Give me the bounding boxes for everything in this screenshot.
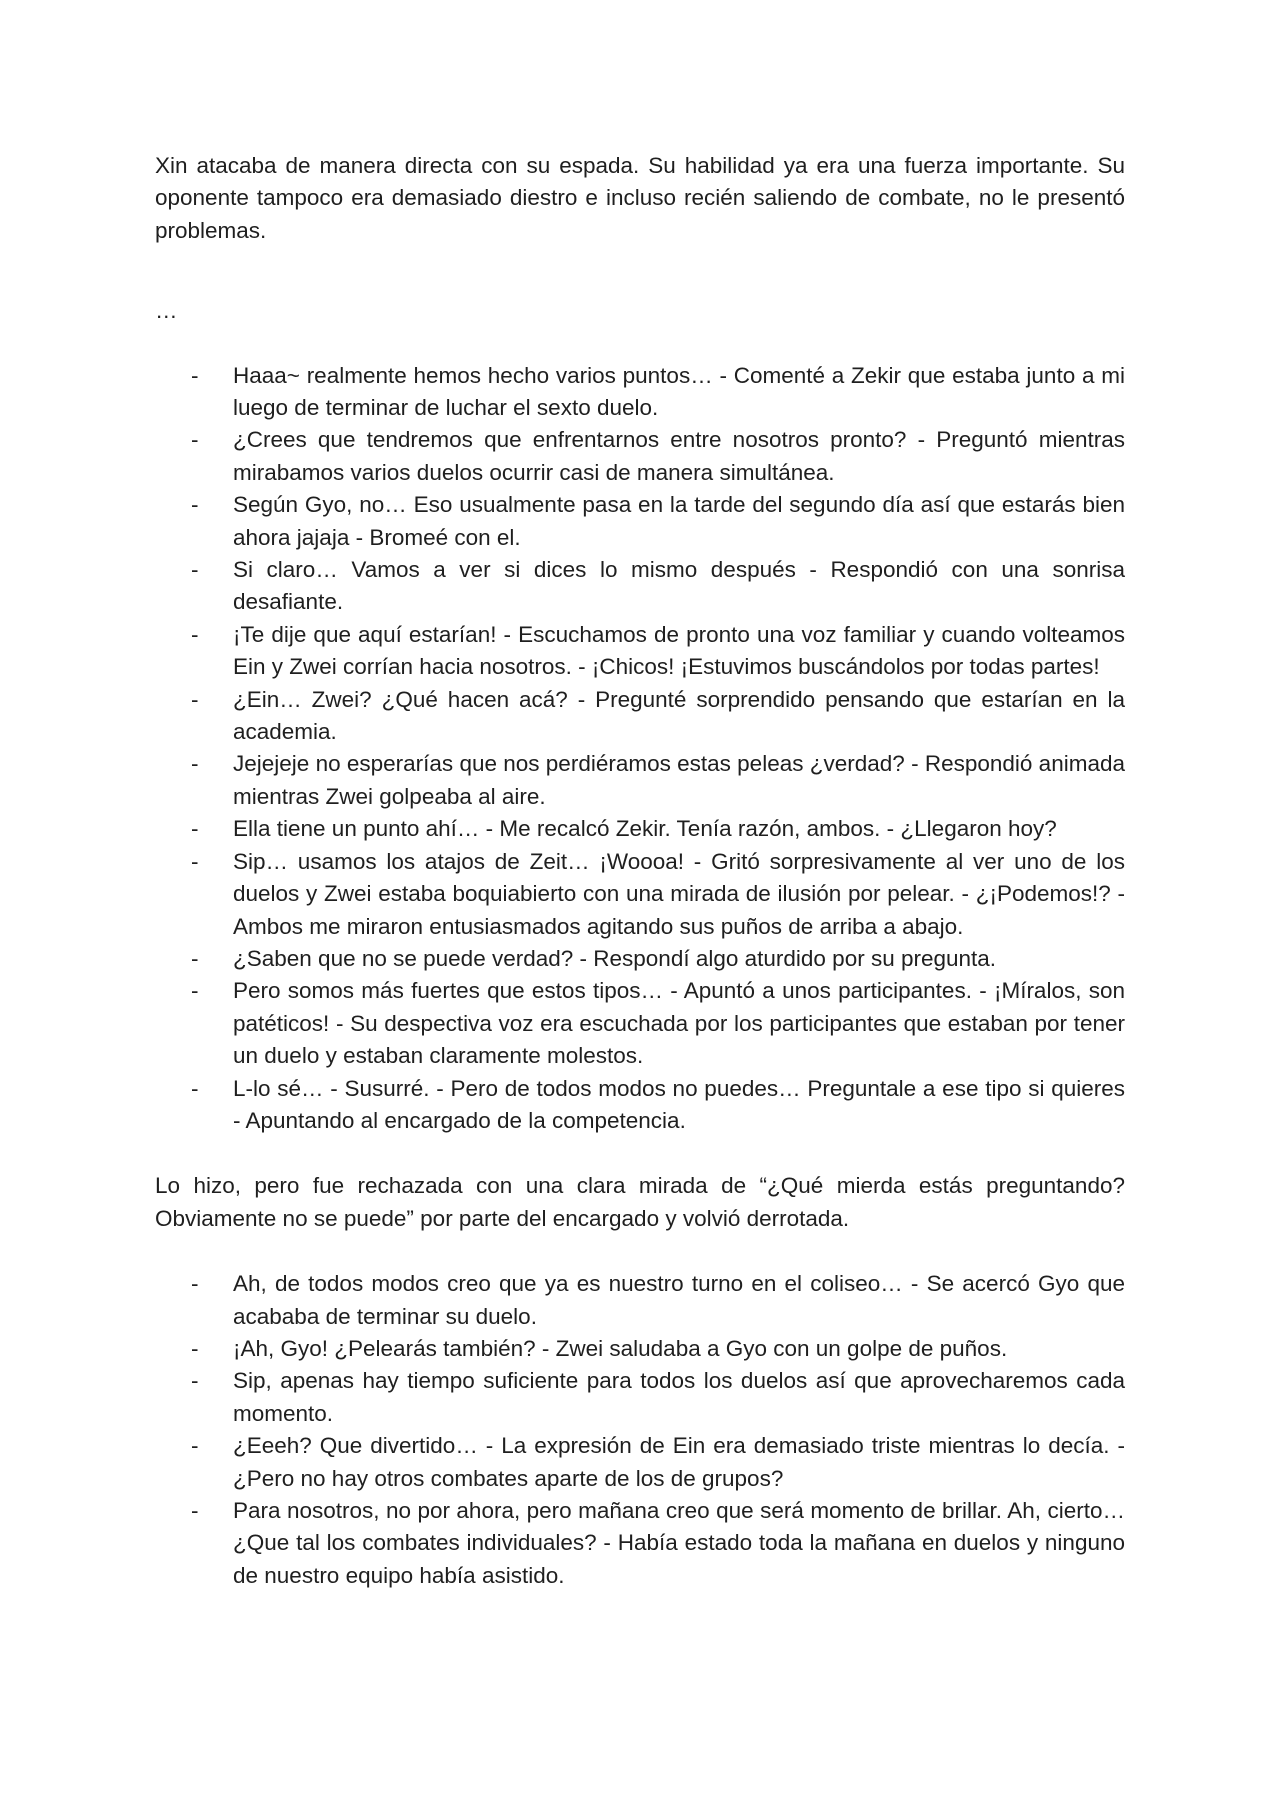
dash-bullet: - [191,945,199,971]
dash-bullet: - [191,751,199,777]
dash-bullet: - [191,816,199,842]
narration-paragraph: Xin atacaba de manera directa con su espada. Su habilidad ya era una fuerza importante. Su oponente tampoco era demasiado diestro e incluso recién saliendo de combate, no le presentó problemas. [155,153,1125,243]
dialogue-line [155,489,1125,554]
dialogue-line [155,813,1125,845]
dialogue-line [155,1333,1125,1365]
dash-bullet: - [191,362,199,388]
dialogue-text: Si claro… Vamos a ver si dices lo mismo después - Respondió con una sonrisa desafiante. [233,557,1125,615]
dash-bullet: - [191,978,199,1004]
scene-break-ellipsis: … [155,298,178,324]
spacer [155,1235,1125,1268]
dialogue-text: ¡Te dije que aquí estarían! - Escuchamos de pronto una voz familiar y cuando volteamos Ein y Zwei corrían hacia nosotros. - ¡Chicos! ¡Estuvimos buscándolos por todas partes! [233,621,1125,680]
dialogue-line [155,1365,1125,1430]
dash-bullet: - [191,1335,199,1361]
dialogue-line [155,424,1125,489]
dialogue-text: ¿Saben que no se puede verdad? - Respondí algo aturdido por su pregunta. [233,945,997,971]
dash-bullet: - [191,621,199,647]
dialogue-line [155,619,1125,684]
dialogue-line [155,846,1125,943]
dialogue-text: Pero somos más fuertes que estos tipos… - Apuntó a unos participantes. - ¡Míralos, son patéticos! - Su despectiva voz era escuchada por los participantes que estaban por tener un duelo y estaban claramente molestos. [233,978,1125,1069]
narration-paragraph: Lo hizo, pero fue rechazada con una clara mirada de “¿Qué mierda estás preguntando? Obviamente no se puede” por parte del encargado y volvió derrotada. [155,1173,1125,1231]
spacer [155,328,1125,360]
dash-bullet: - [191,1075,199,1101]
dialogue-line [155,1430,1125,1495]
dialogue-text: Jejejeje no esperarías que nos perdiéramos estas peleas ¿verdad? - Respondió animada mientras Zwei golpeaba al aire. [233,751,1125,809]
dialogue-text: Ah, de todos modos creo que ya es nuestro turno en el coliseo… - Se acercó Gyo que acababa de terminar su duelo. [233,1271,1125,1329]
dialogue-line [155,1495,1125,1592]
dialogue-line [155,684,1125,749]
dialogue-line [155,943,1125,975]
dialogue-line [155,748,1125,813]
dialogue-text: Haaa~ realmente hemos hecho varios puntos… - Comenté a Zekir que estaba junto a mi luego de terminar de luchar el sexto duelo. [233,362,1125,421]
dash-bullet: - [191,557,199,583]
dialogue-list [155,1268,1125,1592]
dialogue-line [155,1268,1125,1333]
dialogue-text: ¿Ein… Zwei? ¿Qué hacen acá? - Pregunté sorprendido pensando que estarían en la academia. [233,686,1125,745]
dash-bullet: - [191,1498,199,1524]
dialogue-text: Sip, apenas hay tiempo suficiente para todos los duelos así que aprovecharemos cada momento. [233,1368,1125,1426]
dialogue-text: Ella tiene un punto ahí… - Me recalcó Zekir. Tenía razón, ambos. - ¿Llegaron hoy? [233,816,1057,842]
dash-bullet: - [191,1368,199,1394]
dialogue-list [155,360,1125,1138]
dash-bullet: - [191,686,199,712]
dialogue-text: ¿Eeeh? Que divertido… - La expresión de Ein era demasiado triste mientras lo decía. - ¿Pero no hay otros combates aparte de los de grupos? [233,1433,1125,1491]
spacer [155,1137,1125,1170]
dialogue-line [155,1073,1125,1138]
document-page [155,150,1125,1592]
spacer [155,247,1125,295]
dash-bullet: - [191,492,199,518]
dash-bullet: - [191,427,199,453]
dialogue-text: Según Gyo, no… Eso usualmente pasa en la tarde del segundo día así que estarás bien ahora jajaja - Bromeé con el. [233,492,1125,550]
dash-bullet: - [191,1433,199,1459]
dialogue-line [155,975,1125,1072]
dialogue-text: ¿Crees que tendremos que enfrentarnos entre nosotros pronto? - Preguntó mientras mirabamos varios duelos ocurrir casi de manera simultánea. [233,427,1125,485]
dialogue-text: ¡Ah, Gyo! ¿Pelearás también? - Zwei saludaba a Gyo con un golpe de puños. [233,1335,1008,1361]
dash-bullet: - [191,1271,199,1297]
dialogue-text: Sip… usamos los atajos de Zeit… ¡Woooa! - Gritó sorpresivamente al ver uno de los duelos y Zwei estaba boquiabierto con una mirada de ilusión por pelear. - ¿¡Podemos!? - Ambos me miraron entusiasmados agitando sus puños de arriba a abajo. [233,848,1125,939]
dialogue-line [155,554,1125,619]
dialogue-text: L-lo sé… - Susurré. - Pero de todos modos no puedes… Preguntale a ese tipo si quieres - Apuntando al encargado de la competencia. [233,1075,1125,1133]
dash-bullet: - [191,848,199,874]
dialogue-text: Para nosotros, no por ahora, pero mañana creo que será momento de brillar. Ah, cierto… ¿Que tal los combates individuales? - Había estado toda la mañana en duelos y ninguno de nuestro equipo había asistido. [233,1498,1125,1588]
dialogue-line [155,360,1125,425]
